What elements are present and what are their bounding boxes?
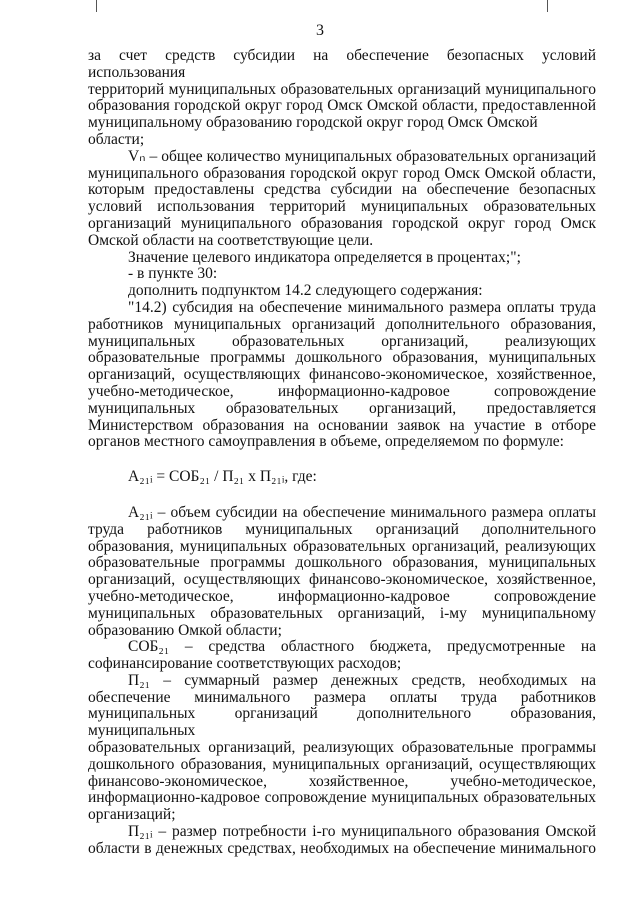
text-line: А₂₁ᵢ – объем субсидии на обеспечение минимального размера оплаты: [128, 503, 596, 521]
text-line: муниципальному образованию городской округ город Омск Омской области;: [88, 114, 538, 148]
text-line: условий использования территорий муниципальных образовательных: [88, 198, 596, 216]
text-line: учебно-методическое, информационно-кадровое сопровождение: [88, 587, 596, 605]
page-number: 3: [316, 22, 324, 39]
text-line: учебно-методическое, информационно-кадровое сопровождение: [88, 382, 596, 400]
text-line: П₂₁ᵢ – размер потребности i-го муниципального образования Омской: [128, 823, 596, 841]
text-line: работников муниципальных организаций дополнительного образования,: [88, 315, 596, 333]
text-line: органов местного самоуправления в объеме, определяемом по формуле:: [88, 433, 564, 451]
paragraph-vn-definition: [88, 149, 596, 250]
text-line: организаций;: [88, 806, 176, 824]
text-line: образовательных организаций, реализующих образовательные программы: [88, 739, 596, 757]
paragraph-a21i-definition: [88, 505, 596, 639]
text-line: Министерством образования на основании заявок на участие в отборе: [88, 416, 596, 434]
paragraph-p21i-definition: [88, 824, 596, 858]
scan-mark-top-right: [547, 0, 548, 12]
text-line: Vₙ – общее количество муниципальных образовательных организаций: [128, 147, 596, 165]
text-line: дошкольного образования, муниципальных организаций, осуществляющих: [88, 755, 596, 773]
text-line: софинансирование соответствующих расходов;: [88, 655, 402, 673]
text-line: СОБ₂₁ – средства областного бюджета, предусмотренные на: [128, 638, 596, 656]
text-line: территорий муниципальных образовательных организаций муниципального: [88, 80, 596, 98]
text-line: образовательные программы дошкольного образования, муниципальных: [88, 554, 596, 572]
text-line: за счет средств субсидии на обеспечение безопасных условий использования: [88, 47, 596, 81]
text-line: муниципальных образовательных организаций, предоставляется: [88, 399, 596, 417]
text-line: образовательные программы дошкольного образования, муниципальных: [88, 349, 596, 367]
formula: А₂₁ᵢ = СОБ₂₁ / П₂₁ х П₂₁ᵢ, где:: [128, 468, 317, 486]
paragraph-p21-definition: [88, 673, 596, 824]
text-line: финансово-экономическое, хозяйственное, учебно-методическое,: [88, 772, 596, 790]
text-line: муниципальных организаций дополнительного образования, муниципальных: [88, 705, 596, 740]
document-body: [88, 48, 596, 858]
paragraph-sob21-definition: [88, 639, 596, 673]
paragraph-subitem-14-2: [88, 300, 596, 451]
text-line: области в денежных средствах, необходимых на обеспечение минимального: [88, 839, 596, 857]
text-line: информационно-кадровое сопровождение муниципальных образовательных: [88, 789, 596, 807]
text-line: П₂₁ – суммарный размер денежных средств, необходимых на: [128, 671, 596, 689]
text-line: муниципальных образовательных организаций, реализующих: [88, 332, 596, 350]
text-line: организаций, осуществляющих финансово-экономическое, хозяйственное,: [88, 366, 596, 384]
paragraph-add-subitem: дополнить подпунктом 14.2 следующего содержания:: [128, 282, 483, 300]
text-line: образования городской округ город Омск Омской области, предоставленной: [88, 97, 596, 115]
text-line: муниципальных образовательных организаций, i-му муниципальному: [88, 604, 596, 622]
paragraph-subsidy-source: [88, 48, 596, 149]
scan-mark-top-left: [96, 0, 97, 12]
text-line: муниципального образования городской округ город Омск Омской области,: [88, 164, 596, 182]
text-line: организаций, осуществляющих финансово-экономическое, хозяйственное,: [88, 571, 596, 589]
text-line: которым предоставлены средства субсидии на обеспечение безопасных: [88, 181, 596, 199]
text-line: образования, муниципальных образовательных организаций, реализующих: [88, 537, 596, 555]
text-line: образованию Омкой области;: [88, 621, 282, 639]
text-line: обеспечение минимального размера оплаты труда работников: [88, 688, 596, 706]
text-line: "14.2) субсидия на обеспечение минимального размера оплаты труда: [128, 298, 596, 316]
text-line: Омской области на соответствующие цели.: [88, 231, 374, 249]
paragraph-indicator-units: Значение целевого индикатора определяется в процентах;";: [128, 248, 521, 266]
text-line: организаций муниципального образования городской округ город Омск: [88, 214, 596, 232]
paragraph-item-30: - в пункте 30:: [128, 265, 218, 283]
text-line: труда работников муниципальных организаций дополнительного: [88, 520, 596, 538]
